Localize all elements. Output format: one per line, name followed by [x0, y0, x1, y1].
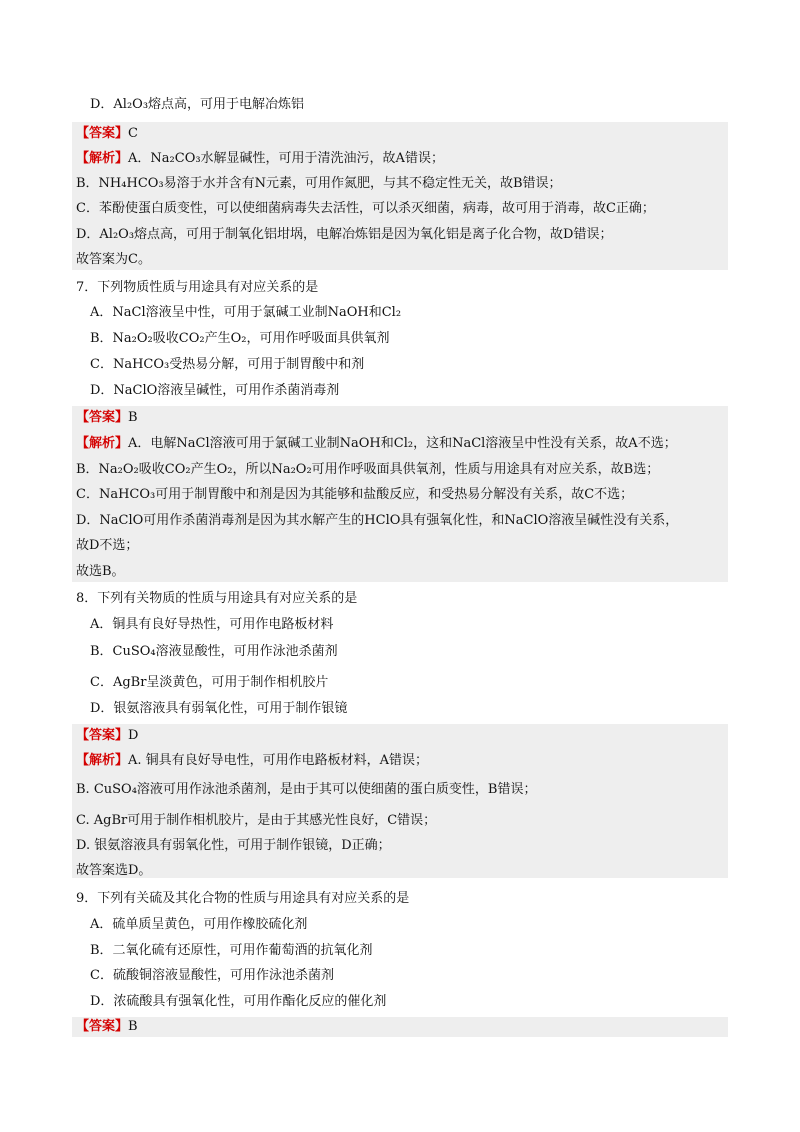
q7-analysis-line-1: 【解析】A．电解NaCl溶液可用于氯碱工业制NaOH和Cl₂，这和NaCl溶液呈中性没有关系，故A不选； [76, 436, 677, 451]
q8-analysis-line-5: 故答案选D。 [76, 863, 152, 878]
answer-label: 【答案】 [76, 410, 129, 425]
q8-option-d: D．银氨溶液具有弱氧化性，可用于制作银镜 [90, 701, 348, 716]
q8-stem: 8．下列有关物质的性质与用途具有对应关系的是 [76, 591, 358, 606]
q9-option-d: D．浓硫酸具有强氧化性，可用作酯化反应的催化剂 [90, 994, 387, 1009]
analysis-label: 【解析】 [76, 151, 129, 166]
q9-answer-block [72, 1017, 728, 1037]
q7-option-c: C．NaHCO₃受热易分解，可用于制胃酸中和剂 [90, 357, 365, 372]
q9-option-c: C．硫酸铜溶液显酸性，可用作泳池杀菌剂 [90, 968, 334, 983]
answer-value: C [128, 126, 138, 141]
q8-option-b: B．CuSO₄溶液显酸性，可用作泳池杀菌剂 [90, 644, 338, 659]
analysis-label: 【解析】 [76, 753, 129, 768]
q9-answer [76, 1018, 138, 1036]
q7-analysis-line-4: D．NaClO可用作杀菌消毒剂是因为其水解产生的HClO具有强氧化性，和NaClO溶液呈碱性没有关系， [76, 513, 679, 528]
q7-option-b: B．Na₂O₂吸收CO₂产生O₂，可用作呼吸面具供氧剂 [90, 331, 390, 346]
q6-analysis-line-4: D．Al₂O₃熔点高，可用于制氧化铝坩埚，电解冶炼铝是因为氧化铝是离子化合物，故D错误； [76, 227, 613, 242]
q7-analysis-line-5: 故D不选； [76, 538, 139, 553]
answer-label: 【答案】 [76, 728, 129, 743]
q6-answer-block [72, 122, 728, 270]
q8-option-a: A．铜具有良好导热性，可用作电路板材料 [90, 617, 334, 632]
q7-stem: 7．下列物质性质与用途具有对应关系的是 [76, 280, 319, 295]
q7-option-d: D．NaClO溶液呈碱性，可用作杀菌消毒剂 [90, 383, 340, 398]
q7-analysis-line-6: 故选B。 [76, 564, 125, 579]
answer-label: 【答案】 [76, 126, 129, 141]
q7-answer [76, 409, 138, 427]
q9-option-b: B．二氧化硫有还原性，可用作葡萄酒的抗氧化剂 [90, 943, 373, 958]
q8-answer [76, 727, 138, 745]
q8-analysis-line-3: C. AgBr可用于制作相机胶片，是由于其感光性良好，C错误； [76, 813, 437, 828]
q6-analysis-line-3: C．苯酚使蛋白质变性，可以使细菌病毒失去活性，可以杀灭细菌，病毒，故可用于消毒，故C正确； [76, 201, 655, 216]
answer-value: B [128, 1019, 138, 1034]
q7-analysis-line-3: C．NaHCO₃可用于制胃酸中和剂是因为其能够和盐酸反应，和受热易分解没有关系，故C不选； [76, 487, 634, 502]
q8-analysis-line-1: 【解析】A. 铜具有良好导电性，可用作电路板材料，A错误； [76, 753, 429, 768]
q8-analysis-line-4: D. 银氨溶液具有弱氧化性，可用于制作银镜，D正确； [76, 838, 391, 853]
q6-analysis-line-1: 【解析】A．Na₂CO₃水解显碱性，可用于清洗油污，故A错误； [76, 151, 444, 166]
answer-value: B [128, 410, 138, 425]
q7-analysis-line-2: B．Na₂O₂吸收CO₂产生O₂，所以Na₂O₂可用作呼吸面具供氧剂，性质与用途具有对应关系，故B选； [76, 462, 660, 477]
q7-option-a: A．NaCl溶液呈中性，可用于氯碱工业制NaOH和Cl₂ [90, 305, 402, 320]
answer-value: D [128, 728, 139, 743]
analysis-label: 【解析】 [76, 436, 129, 451]
q8-option-c: C．AgBr呈淡黄色，可用于制作相机胶片 [90, 675, 329, 690]
q9-option-a: A．硫单质呈黄色，可用作橡胶硫化剂 [90, 917, 308, 932]
q6-analysis-line-5: 故答案为C。 [76, 252, 151, 267]
q6-analysis-line-2: B．NH₄HCO₃易溶于水并含有N元素，可用作氮肥，与其不稳定性无关，故B错误； [76, 176, 562, 191]
q8-analysis-line-2: B. CuSO₄溶液可用作泳池杀菌剂，是由于其可以使细菌的蛋白质变性，B错误； [76, 782, 537, 797]
q6-answer [76, 125, 138, 143]
q6-option-d: D．Al₂O₃熔点高，可用于电解冶炼铝 [90, 97, 305, 112]
answer-label: 【答案】 [76, 1019, 129, 1034]
q9-stem: 9．下列有关硫及其化合物的性质与用途具有对应关系的是 [76, 891, 410, 906]
